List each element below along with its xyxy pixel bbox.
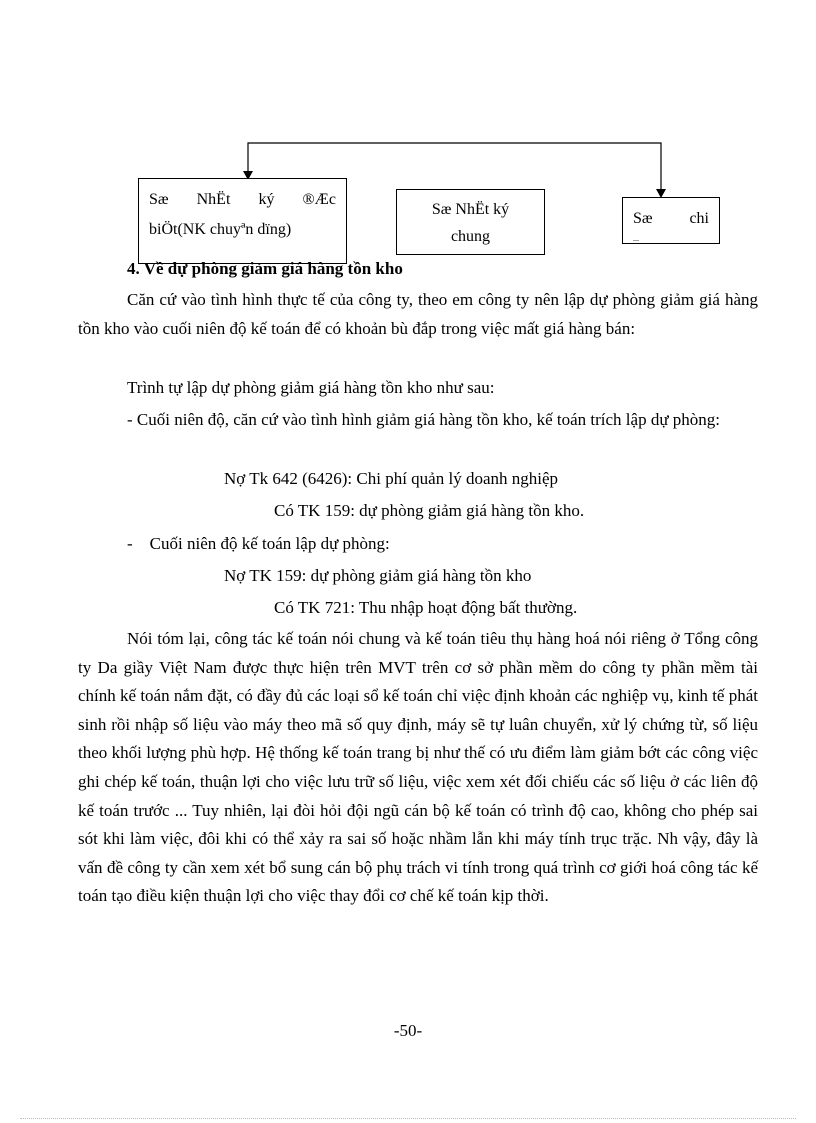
box-label-line1: Sæ NhËt ký ®Æc: [149, 191, 336, 208]
paragraph-step-2: - Cuối niên độ kế toán lập dự phòng:: [127, 534, 390, 553]
entry-debit-2: Nợ TK 159: dự phòng giảm giá hàng tồn kho: [224, 566, 532, 585]
page-bottom-divider: [20, 1118, 796, 1119]
entry-credit-1: Có TK 159: dự phòng giảm giá hàng tồn kho.: [274, 501, 585, 520]
box-label-line2: biÖt(NK chuyªn dïng): [149, 221, 292, 238]
box-label-line2: chung: [450, 228, 491, 245]
paragraph-step-1: - Cuối niên độ, căn cứ vào tình hình giảm giá hàng tồn kho, kế toán trích lập dự phòng:: [127, 410, 721, 429]
diagram-box-general-journal: [396, 189, 545, 255]
page-number: -50-: [393, 1021, 423, 1040]
entry-debit-1: Nợ Tk 642 (6426): Chi phí quản lý doanh nghiệp: [224, 469, 559, 488]
diagram-box-special-journal: [138, 178, 347, 264]
paragraph-intro: Căn cứ vào tình hình thực tế của công ty, theo em công ty nên lập dự phòng giảm giá hàng tồn kho vào cuối niên độ kế toán để có khoản bù đắp trong việc mất giá hàng bán:: [78, 290, 758, 338]
box-label-line1: Sæ NhËt ký: [431, 201, 510, 218]
box-label-line1: Sæ chi: [633, 210, 709, 227]
diagram-box-detail-ledger: [622, 197, 720, 244]
paragraph-conclusion: Nói tóm lại, công tác kế toán nói chung và kế toán tiêu thụ hàng hoá nói riêng ở Tổng công ty Da giầy Việt Nam được thực hiện trên MVT trên cơ sở phần mềm do công ty phần mềm tài chính kế toán nắm đặt, có đầy đủ các loại sổ kế toán chỉ việc định khoản các nghiệp vụ, kinh tế phát sinh rồi nhập số liệu vào máy theo mã số quy định, máy sẽ tự luân chuyển, xử lý chứng từ, số liệu theo khối lượng phù hợp. Hệ thống kế toán trang bị như thế có ưu điểm làm giảm bớt các công việc ghi chép kế toán, thuận lợi cho việc lưu trữ số liệu, việc xem xét đối chiếu các số liệu ở các liên độ kế toán trước ... Tuy nhiên, lại đòi hỏi đội ngũ cán bộ kế toán có trình độ cao, không cho phép sai sót khi làm việc, đôi khi có thể xảy ra sai số hoặc nhầm lẫn khi máy tính trục trặc. Nh vậy, đây là vấn đề công ty cần xem xét bổ sung cán bộ phụ trách vi tính trong quá trình cơ giới hoá công tác kế toán tạo điều kiện thuận lợi cho việc thay đổi cơ chế kế toán kịp thời.: [78, 629, 758, 906]
diagram-connector-arrows: [0, 0, 816, 300]
section-heading: 4. Về dự phòng giảm giá hàng tồn kho: [127, 259, 403, 278]
box-label-line2: ...: [633, 234, 639, 243]
paragraph-procedure: Trình tự lập dự phòng giảm giá hàng tồn kho như sau:: [127, 378, 495, 397]
entry-credit-2: Có TK 721: Thu nhập hoạt động bất thường.: [274, 598, 578, 617]
